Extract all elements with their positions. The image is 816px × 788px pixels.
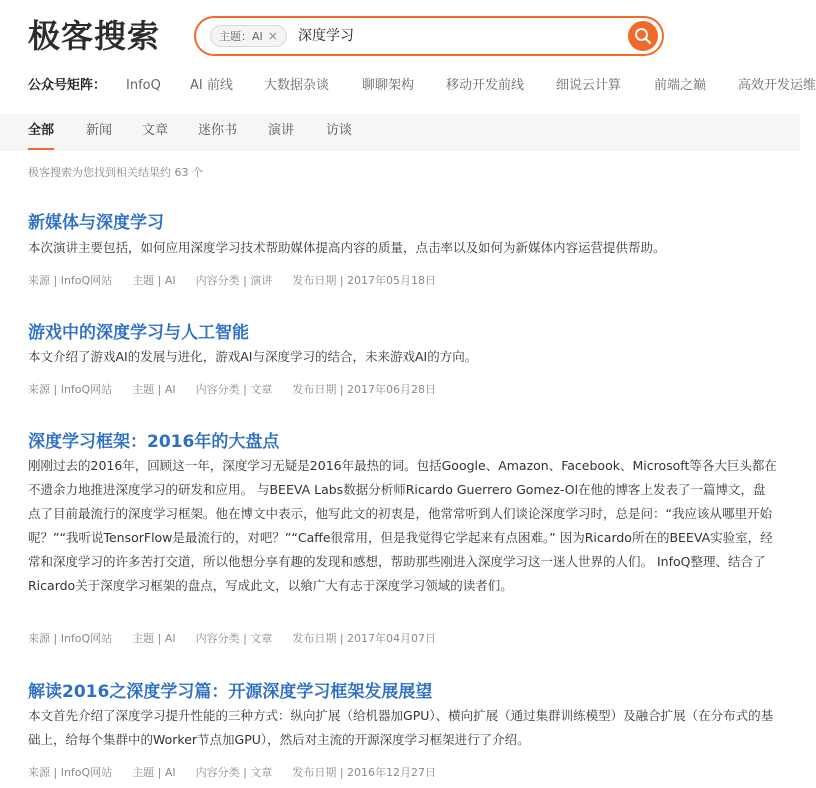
account-link-ai-frontline[interactable]: AI 前线: [190, 78, 233, 93]
tab-all[interactable]: 全部: [28, 114, 54, 150]
result-category: 内容分类 | 文章: [195, 383, 273, 396]
account-link-frontend[interactable]: 前端之巅: [654, 78, 707, 93]
topic-filter-label: 主题：AI: [219, 30, 263, 43]
result-count: 极客搜索为您找到相关结果约 63 个: [28, 166, 203, 179]
result-topic: 主题 | AI: [132, 383, 176, 396]
result-source: 来源 | InfoQ网站: [28, 766, 113, 779]
category-tabs: [0, 114, 800, 150]
account-matrix-label: 公众号矩阵：: [28, 78, 107, 93]
search-box[interactable]: [194, 16, 664, 56]
logo[interactable]: 极客搜索: [28, 17, 161, 55]
result-title[interactable]: 解读2016之深度学习篇：开源深度学习框架发展展望: [28, 682, 433, 702]
result-source: 来源 | InfoQ网站: [28, 383, 113, 396]
result-date: 发布日期 | 2016年12月27日: [292, 766, 437, 779]
tab-minibooks[interactable]: 迷你书: [198, 123, 238, 138]
result-topic: 主题 | AI: [132, 766, 176, 779]
result-category: 内容分类 | 演讲: [195, 274, 273, 287]
tab-news[interactable]: 新闻: [86, 123, 113, 138]
topic-filter-chip[interactable]: [210, 25, 287, 47]
tab-interviews[interactable]: 访谈: [326, 123, 353, 138]
account-link-mobile[interactable]: 移动开发前线: [446, 78, 525, 93]
close-icon[interactable]: ×: [267, 29, 278, 43]
account-matrix: [28, 72, 816, 100]
result-category: 内容分类 | 文章: [195, 632, 273, 645]
result-description: 本文介绍了游戏AI的发展与进化，游戏AI与深度学习的结合，未来游戏AI的方向。: [28, 349, 478, 364]
result-topic: 主题 | AI: [132, 274, 176, 287]
result-description: 本次演讲主要包括，如何应用深度学习技术帮助媒体提高内容的质量，点击率以及如何为新媒体内容运营提供帮助。: [28, 240, 666, 255]
search-icon: [634, 27, 652, 45]
account-link-cloud[interactable]: 细说云计算: [556, 78, 622, 93]
account-link-infoq[interactable]: InfoQ: [126, 78, 161, 93]
result-source: 来源 | InfoQ网站: [28, 274, 113, 287]
result-topic: 主题 | AI: [132, 632, 176, 645]
result-source: 来源 | InfoQ网站: [28, 632, 113, 645]
result-category: 内容分类 | 文章: [195, 766, 273, 779]
account-link-bigdata[interactable]: 大数据杂谈: [264, 78, 330, 93]
header: [0, 0, 800, 72]
account-link-architecture[interactable]: 聊聊架构: [362, 78, 415, 93]
result-date: 发布日期 | 2017年06月28日: [292, 383, 437, 396]
result-description: 本文首先介绍了深度学习提升性能的三种方式：纵向扩展（给机器加GPU）、横向扩展（通过集群训练模型）及融合扩展（在分布式的基础上，给每个集群中的Worker节点加GPU），然后对主流的开源深度学习框架进行了介绍。: [28, 708, 774, 747]
result-meta: [28, 381, 456, 397]
result-title[interactable]: 游戏中的深度学习与人工智能: [28, 323, 249, 343]
account-link-devops[interactable]: 高效开发运维: [738, 78, 816, 93]
result-meta: [28, 764, 456, 780]
result-date: 发布日期 | 2017年04月07日: [292, 632, 437, 645]
result-title[interactable]: 深度学习框架：2016年的大盘点: [28, 432, 280, 452]
result-description: 刚刚过去的2016年，回顾这一年，深度学习无疑是2016年最热的词。包括Google、Amazon、Facebook、Microsoft等各大巨头都在不遗余力地推进深度学习的研发和应用。 与BEEVA Labs数据分析师Ricardo Guerrero Gomez-Ol在他的博客上发表了一篇博文，盘点了目前最流行的深度学习框架。他在博文中表示，他写此文的初衷是，他常常听到人们谈论深度学习时，总是问：“我应该从哪里开始呢？”“我听说TensorFlow是最流行的，对吧？”“Caffe很常用，但是我觉得它学起来有点困难。” 因为Ricardo所在的BEEVA实验室，经常和深度学习的许多苦打交道，所以他想分享有趣的发现和感想，帮助那些刚进入深度学习这一迷人世界的人们。 InfoQ整理、结合了Ricardo关于深度学习框架的盘点，写成此文，以飨广大有志于深度学习领域的读者们。: [28, 458, 777, 593]
result-meta: [28, 630, 456, 646]
result-meta: [28, 272, 456, 288]
tab-talks[interactable]: 演讲: [268, 123, 295, 138]
tab-articles[interactable]: 文章: [142, 123, 169, 138]
search-button[interactable]: [628, 21, 658, 51]
result-date: 发布日期 | 2017年05月18日: [292, 274, 437, 287]
result-title[interactable]: 新媒体与深度学习: [28, 213, 164, 233]
search-input[interactable]: 深度学习: [298, 28, 354, 44]
